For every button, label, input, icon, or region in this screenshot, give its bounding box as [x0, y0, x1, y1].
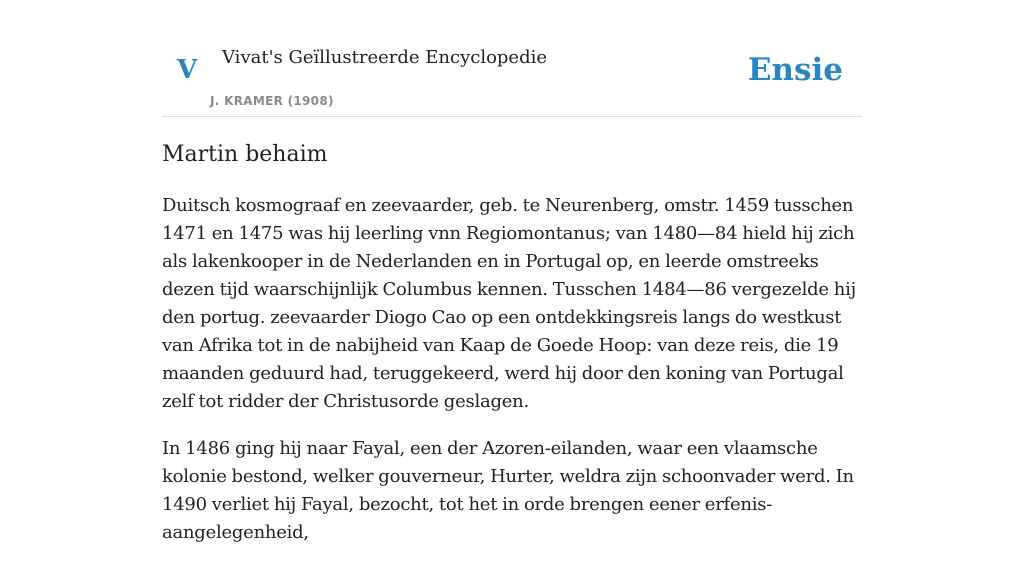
article-title: Martin behaim: [162, 142, 328, 167]
ensie-logo[interactable]: Ensie: [747, 52, 843, 88]
source-header: [162, 0, 862, 117]
source-author: J. KRAMER (1908): [210, 94, 334, 108]
source-logo-icon[interactable]: V: [177, 55, 198, 85]
article-body: [162, 192, 868, 566]
article-paragraph: In 1486 ging hij naar Fayal, een der Azoren-eilanden, waar een vlaamsche kolonie bestond, welker gouverneur, Hurter, weldra zijn schoonvader werd. In 1490 verliet hij Fayal, bezocht, tot het in orde brengen eener erfenis-aangelegenheid,: [162, 438, 854, 543]
article-paragraph: Duitsch kosmograaf en zeevaarder, geb. te Neurenberg, omstr. 1459 tusschen 1471 en 1475 was hij leerling vnn Regiomontanus; van 1480—84 hield hij zich als lakenkooper in de Nederlanden en in Portugal op, en leerde omstreeks dezen tijd waarschijnlijk Columbus kennen. Tusschen 1484—86 vergezelde hij den portug. zeevaarder Diogo Cao op een ontdekkingsreis langs do westkust van Afrika tot in de nabijheid van Kaap de Goede Hoop: van deze reis, die 19 maanden geduurd had, teruggekeerd, werd hij door den koning van Portugal zelf tot ridder der Christusorde geslagen.: [162, 195, 856, 412]
source-title-link[interactable]: Vivat's Geïllustreerde Encyclopedie: [222, 47, 548, 68]
